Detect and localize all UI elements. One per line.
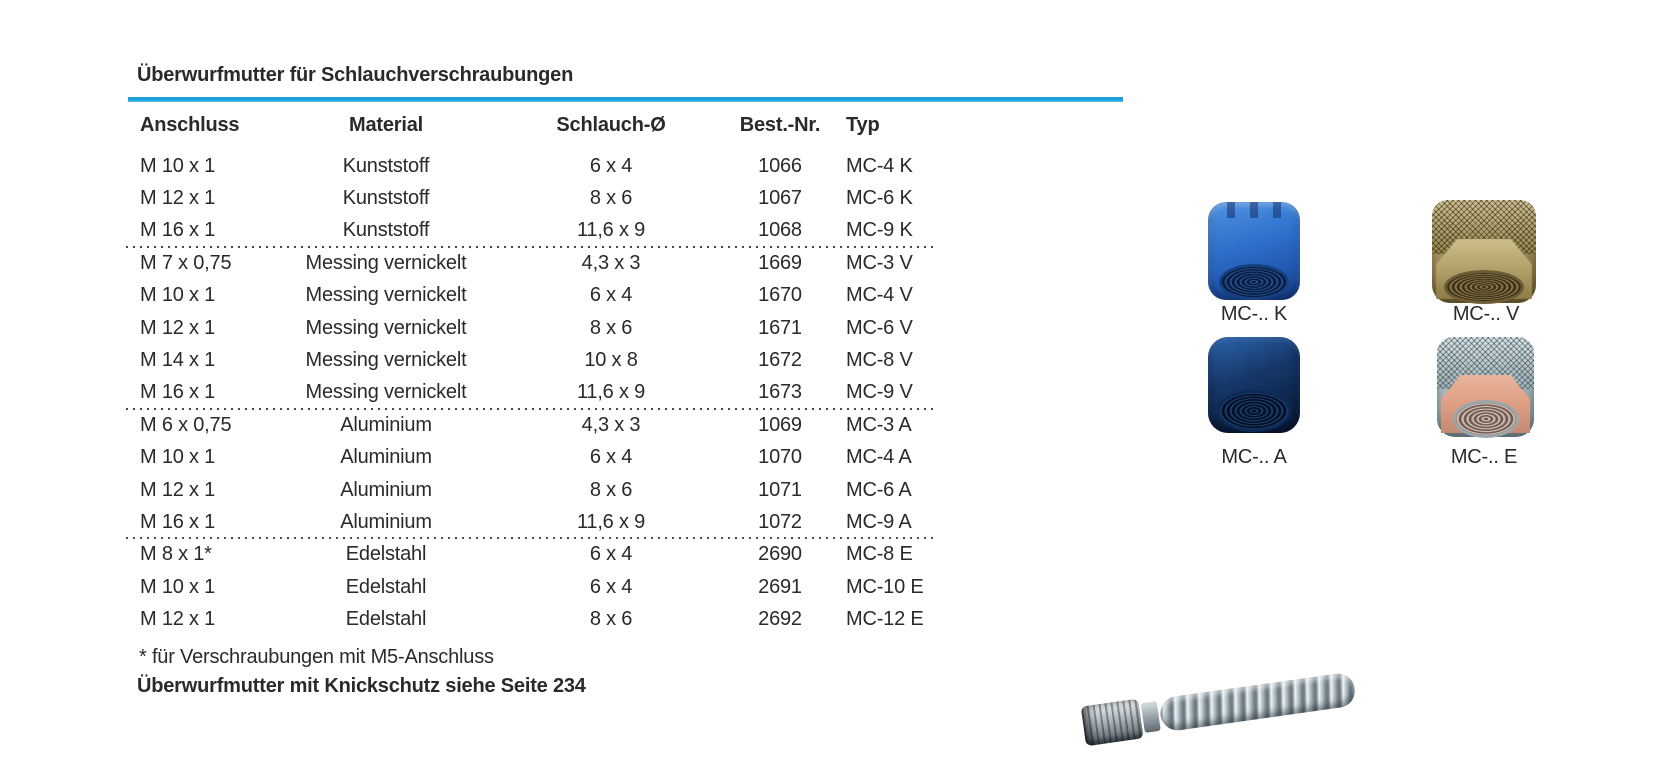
col-header-schlauch: Schlauch-Ø — [556, 113, 666, 136]
knickschutz-spring-image — [1085, 638, 1380, 753]
cell-anschluss: M 12 x 1 — [140, 478, 216, 501]
cell-schlauch: 8 x 6 — [589, 316, 633, 339]
cell-schlauch: 4,3 x 3 — [581, 251, 641, 274]
col-header-typ: Typ — [846, 113, 880, 136]
group-separator-dotted — [126, 246, 934, 248]
cell-material: Messing vernickelt — [305, 284, 467, 307]
table-row — [126, 344, 934, 376]
product-label-mc-a: MC-.. A — [1221, 446, 1287, 468]
group-separator-dotted — [126, 537, 934, 539]
col-header-material: Material — [349, 113, 423, 136]
cell-schlauch: 6 x 4 — [589, 154, 633, 177]
cell-typ: MC-8 E — [846, 543, 913, 566]
table-row — [126, 182, 934, 214]
cell-anschluss: M 10 x 1 — [140, 154, 216, 177]
mc-e-nut-image — [1437, 337, 1534, 437]
cell-anschluss: M 16 x 1 — [140, 510, 216, 533]
cell-schlauch: 6 x 4 — [589, 284, 633, 307]
cell-material: Aluminium — [340, 478, 432, 501]
nut-thread-opening — [1456, 403, 1516, 435]
cell-typ: MC-9 V — [846, 381, 913, 404]
nut-thread-opening — [1222, 267, 1286, 297]
mc-v-nut-image — [1432, 200, 1536, 303]
cell-material: Messing vernickelt — [305, 251, 467, 274]
cell-typ: MC-4 A — [846, 446, 912, 469]
mc-a-nut-image — [1208, 337, 1300, 433]
cell-bestnr: 1067 — [758, 187, 802, 210]
cell-anschluss: M 8 x 1* — [140, 543, 212, 566]
spring-assembly — [1081, 669, 1358, 747]
group-separator-dotted — [126, 408, 934, 410]
mc-k-nut-image — [1208, 202, 1300, 300]
table-row — [126, 247, 934, 279]
cell-schlauch: 11,6 x 9 — [576, 381, 646, 404]
cell-bestnr: 1072 — [758, 510, 802, 533]
table-row — [126, 409, 934, 441]
cell-anschluss: M 10 x 1 — [140, 575, 216, 598]
spring-coil — [1158, 672, 1357, 733]
table-row — [126, 539, 934, 571]
cell-typ: MC-4 K — [846, 154, 913, 177]
col-header-anschluss: Anschluss — [140, 113, 240, 136]
cell-schlauch: 11,6 x 9 — [576, 510, 646, 533]
cell-typ: MC-3 V — [846, 251, 913, 274]
cell-anschluss: M 12 x 1 — [140, 316, 216, 339]
cell-material: Aluminium — [340, 510, 432, 533]
product-label-mc-e: MC-.. E — [1450, 446, 1518, 468]
cell-bestnr: 1673 — [758, 381, 802, 404]
cell-typ: MC-9 K — [846, 219, 913, 242]
cell-typ: MC-6 V — [846, 316, 913, 339]
cell-typ: MC-10 E — [846, 575, 924, 598]
cell-typ: MC-6 K — [846, 187, 913, 210]
table-row — [126, 150, 934, 182]
cell-bestnr: 2691 — [758, 575, 802, 598]
cell-bestnr: 1066 — [758, 154, 802, 177]
nut-thread-opening — [1220, 393, 1288, 429]
cell-anschluss: M 10 x 1 — [140, 446, 216, 469]
cell-anschluss: M 6 x 0,75 — [140, 413, 232, 436]
cell-schlauch: 6 x 4 — [589, 446, 633, 469]
spring-collar — [1141, 701, 1161, 733]
cell-bestnr: 2690 — [758, 543, 802, 566]
cell-typ: MC-12 E — [846, 608, 924, 631]
cell-bestnr: 2692 — [758, 608, 802, 631]
cell-material: Aluminium — [340, 413, 432, 436]
table-row — [126, 506, 934, 538]
cell-schlauch: 10 x 8 — [584, 349, 638, 372]
cell-anschluss: M 12 x 1 — [140, 187, 216, 210]
table-body — [126, 150, 934, 636]
page-title: Überwurfmutter für Schlauchverschraubungen — [137, 64, 574, 86]
table-row — [126, 442, 934, 474]
cell-material: Messing vernickelt — [305, 381, 467, 404]
cell-schlauch: 8 x 6 — [589, 478, 633, 501]
cell-schlauch: 8 x 6 — [589, 608, 633, 631]
cell-typ: MC-8 V — [846, 349, 913, 372]
cell-material: Kunststoff — [342, 187, 430, 210]
cell-material: Edelstahl — [345, 608, 427, 631]
footnote-m5: * für Verschraubungen mit M5-Anschluss — [139, 646, 494, 668]
cell-typ: MC-4 V — [846, 284, 913, 307]
cell-bestnr: 1069 — [758, 413, 802, 436]
table-row — [126, 280, 934, 312]
table-row — [126, 377, 934, 409]
cell-material: Edelstahl — [345, 543, 427, 566]
cell-anschluss: M 14 x 1 — [140, 349, 216, 372]
cell-schlauch: 4,3 x 3 — [581, 413, 641, 436]
table-row — [126, 603, 934, 635]
cell-bestnr: 1071 — [758, 478, 802, 501]
cell-bestnr: 1070 — [758, 446, 802, 469]
cell-anschluss: M 12 x 1 — [140, 608, 216, 631]
cell-anschluss: M 7 x 0,75 — [140, 251, 232, 274]
note-knickschutz: Überwurfmutter mit Knickschutz siehe Seite 234 — [137, 675, 586, 697]
cell-anschluss: M 16 x 1 — [140, 381, 216, 404]
col-header-bestnr: Best.-Nr. — [739, 113, 821, 136]
cell-material: Edelstahl — [345, 575, 427, 598]
cell-schlauch: 6 x 4 — [589, 575, 633, 598]
cell-anschluss: M 16 x 1 — [140, 219, 216, 242]
nut-thread-opening — [1447, 273, 1521, 301]
table-row — [126, 312, 934, 344]
table-header-row — [126, 110, 934, 140]
cell-material: Aluminium — [340, 446, 432, 469]
cell-typ: MC-6 A — [846, 478, 912, 501]
cell-bestnr: 1670 — [758, 284, 802, 307]
cell-schlauch: 8 x 6 — [589, 187, 633, 210]
spring-nut — [1081, 699, 1144, 747]
cell-bestnr: 1669 — [758, 251, 802, 274]
nut-castellation — [1212, 202, 1296, 218]
product-label-mc-k: MC-.. K — [1220, 303, 1288, 325]
table-row — [126, 215, 934, 247]
cell-typ: MC-3 A — [846, 413, 912, 436]
cell-schlauch: 6 x 4 — [589, 543, 633, 566]
cell-material: Kunststoff — [342, 219, 430, 242]
cell-material: Kunststoff — [342, 154, 430, 177]
cell-anschluss: M 10 x 1 — [140, 284, 216, 307]
cell-bestnr: 1068 — [758, 219, 802, 242]
title-underline-rule — [128, 97, 1123, 102]
cell-typ: MC-9 A — [846, 510, 912, 533]
cell-bestnr: 1671 — [758, 316, 802, 339]
cell-schlauch: 11,6 x 9 — [576, 219, 646, 242]
cell-material: Messing vernickelt — [305, 349, 467, 372]
cell-material: Messing vernickelt — [305, 316, 467, 339]
table-row — [126, 474, 934, 506]
cell-bestnr: 1672 — [758, 349, 802, 372]
product-label-mc-v: MC-.. V — [1452, 303, 1520, 325]
table-row — [126, 571, 934, 603]
